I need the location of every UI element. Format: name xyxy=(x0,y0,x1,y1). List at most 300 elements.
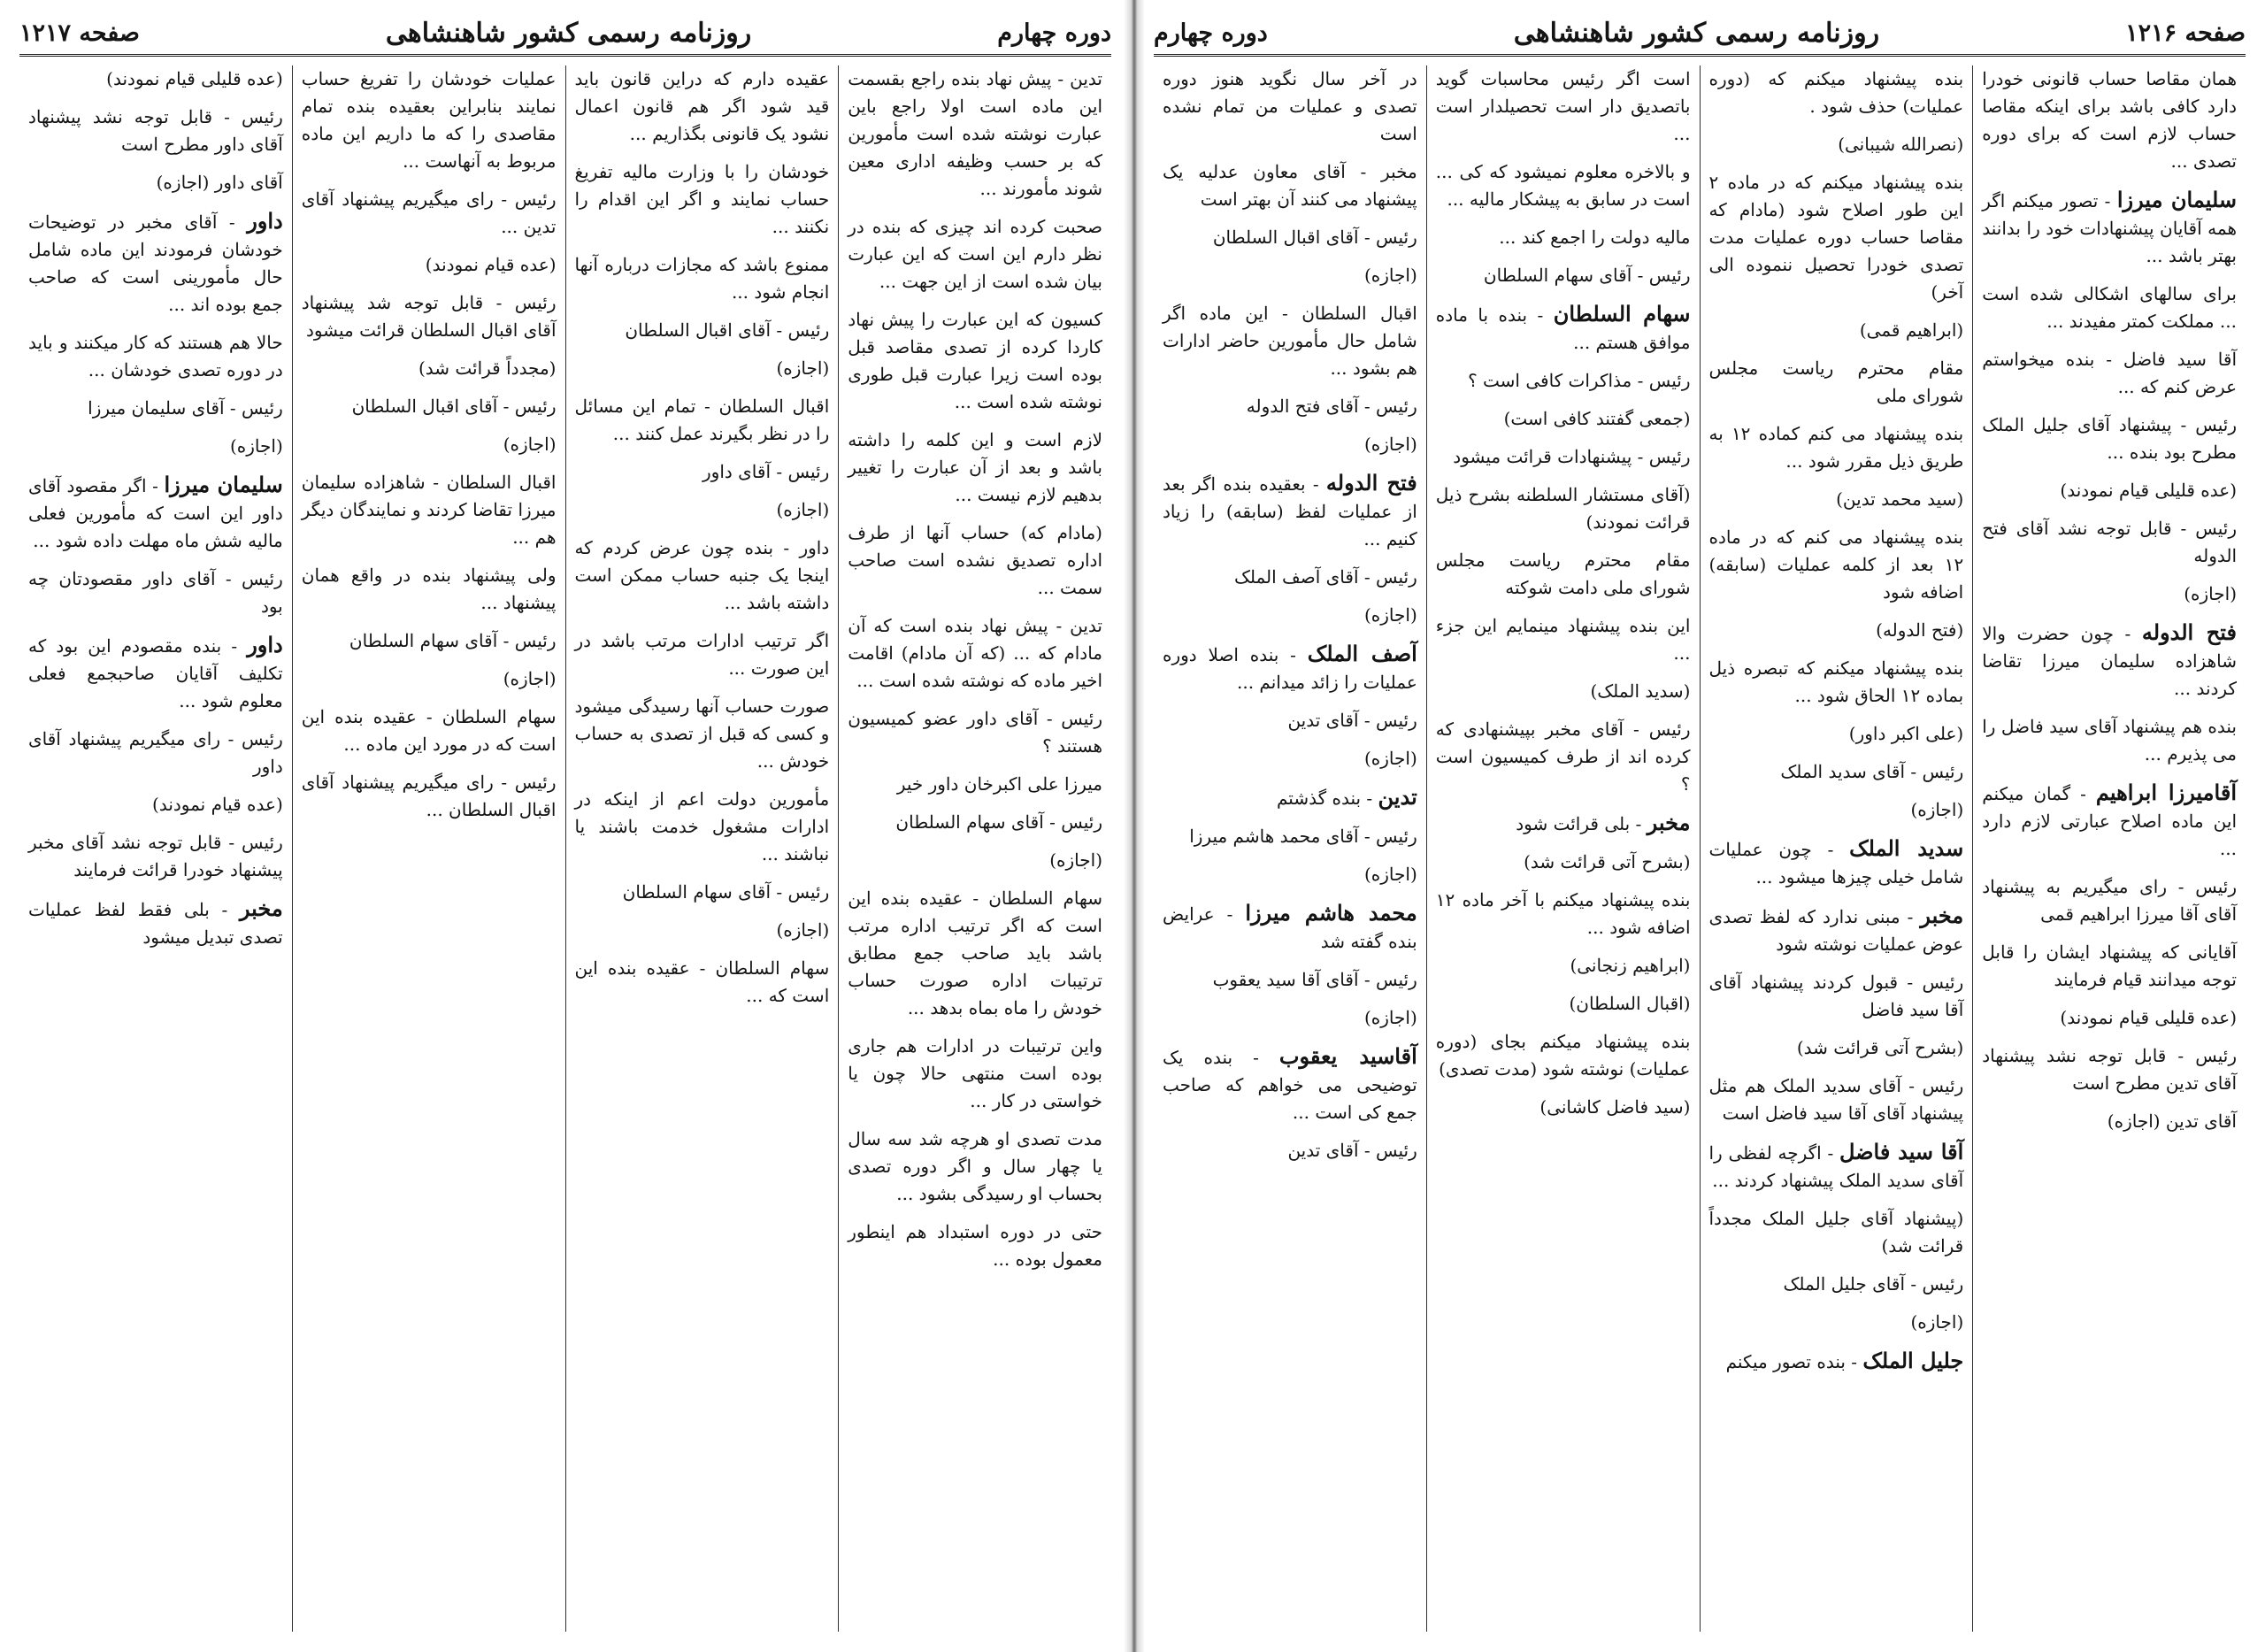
paragraph xyxy=(28,65,283,93)
paragraph xyxy=(1163,861,1417,888)
paragraph-text: - بنده اصلا دوره عملیات را زائد میدانم ... xyxy=(1163,644,1417,693)
paragraph-text: رئیس - آقای داور عضو کمیسیون هستند ؟ xyxy=(848,708,1102,757)
speaker-name: مخبر xyxy=(239,895,283,921)
paragraph-text: (فتح الدوله) xyxy=(1876,619,1964,641)
paragraph xyxy=(1709,524,1964,606)
paragraph xyxy=(1709,796,1964,824)
paragraph xyxy=(1709,1034,1964,1062)
paragraph-text: تدین - پیش نهاد بنده راجع بقسمت این ماده است اولا راجع باین عبارت نوشته شده است مأمورین که بر حسب وظیفه اداری معین شوند مأمورند ... xyxy=(848,68,1102,199)
paragraph xyxy=(1709,902,1964,958)
paragraph xyxy=(848,1126,1102,1208)
paragraph-text: بنده پیشنهاد میکنم که در ماده ۲ این طور اصلاح شود (مادام که مقاصا حساب دوره عملیات مدت تصدی خودرا تحصیل ننموده الی آخر) xyxy=(1708,172,1964,303)
paragraph-text: - عرایض بنده گفته شد xyxy=(1163,903,1417,952)
paragraph xyxy=(28,895,283,951)
paragraph xyxy=(1436,678,1691,705)
paragraph-text: رئیس - آقای آقا سید یعقوب xyxy=(1212,969,1417,990)
paragraph xyxy=(1982,411,2237,466)
text-column xyxy=(1700,65,1973,1632)
text-column xyxy=(1426,65,1700,1632)
paragraph xyxy=(1163,224,1417,251)
paragraph-text: رئیس - آقای تدین xyxy=(1287,1140,1417,1161)
paragraph-text: (جمعی گفتند کافی است) xyxy=(1503,408,1691,429)
paragraph xyxy=(302,769,557,824)
paragraph xyxy=(1163,393,1417,420)
paragraph-text: رئیس - مذاکرات کافی است ؟ xyxy=(1468,370,1691,391)
paragraph xyxy=(1436,158,1691,213)
paragraph xyxy=(848,705,1102,760)
speaker-name: فتح الدوله xyxy=(1325,470,1417,496)
paragraph-text: مدت تصدی او هرچه شد سه سال یا چهار سال و اگر دوره تصدی بحساب او رسیدگی بشود ... xyxy=(848,1128,1102,1204)
paragraph-text: همان مقاصا حساب قانونی خودرا دارد کافی باشد برای اینکه مقاصا حساب لازم است که برای دوره تصدی ... xyxy=(1982,68,2237,172)
paragraph xyxy=(302,289,557,344)
page-right xyxy=(1134,0,2265,1652)
text-columns xyxy=(19,65,1111,1632)
paragraph-text: رئیس - آقای سهام السلطان xyxy=(622,881,830,903)
paragraph xyxy=(848,1033,1102,1115)
speaker-name: محمد هاشم میرزا xyxy=(1245,900,1417,926)
paragraph-text: - مبنی ندارد که لفظ تصدی عوض عملیات نوشته شود xyxy=(1708,906,1964,955)
paragraph-text: (اجازه) xyxy=(229,435,283,457)
paragraph xyxy=(302,469,557,551)
paragraph xyxy=(848,1218,1102,1273)
paragraph xyxy=(1163,469,1417,553)
paragraph-text: اقبال السلطان - این ماده اگر شامل حال مأمورین حاضر ادارات هم بشود ... xyxy=(1163,303,1417,379)
paragraph xyxy=(1709,1271,1964,1298)
paragraph xyxy=(1436,65,1691,148)
paragraph-text: مأمورین دولت اعم از اینکه در ادارات مشغول خدمت باشند یا نباشند ... xyxy=(574,788,830,864)
paragraph-text: رئیس - آقای اقبال السلطان xyxy=(351,396,557,417)
paragraph xyxy=(1982,186,2237,270)
paragraph xyxy=(1709,131,1964,158)
paragraph-text: رئیس - آقای داور xyxy=(703,461,830,482)
paragraph-text: سهام السلطان - عقیده بنده این است که ... xyxy=(574,957,830,1006)
paragraph xyxy=(575,393,830,448)
paragraph-text: - بنده مقصودم این بود که تکلیف آقایان صاحبجمع فعلی معلوم شود ... xyxy=(28,635,283,711)
paragraph xyxy=(1436,990,1691,1018)
speaker-name: مخبر xyxy=(1647,810,1691,835)
paragraph xyxy=(1163,745,1417,772)
paragraph-text: (مجدداً قرائت شد) xyxy=(418,357,557,379)
paragraph xyxy=(1436,443,1691,471)
paragraph xyxy=(1163,707,1417,734)
paragraph xyxy=(302,665,557,693)
paragraph xyxy=(28,565,283,620)
paragraph-text: (عده قیام نمودند) xyxy=(152,794,283,815)
paragraph xyxy=(1709,720,1964,748)
paragraph xyxy=(1709,617,1964,644)
paragraph-text: رئیس - پیشنهاد آقای جلیل الملک مطرح بود بنده ... xyxy=(1982,414,2237,463)
paragraph-text: رئیس - آقای سدید الملک هم مثل پیشنهاد آقای آقا سید فاضل است xyxy=(1708,1075,1964,1124)
paragraph-text: - اگرچه لفظی را آقای سدید الملک پیشنهاد کردند ... xyxy=(1708,1142,1964,1191)
paragraph xyxy=(575,355,830,382)
speaker-name: داور xyxy=(247,208,283,234)
paragraph-text: رئیس - آقای اقبال السلطان xyxy=(625,319,830,341)
paragraph-text: (سید فاضل کاشانی) xyxy=(1539,1096,1691,1118)
paragraph xyxy=(1709,1347,1964,1376)
paragraph xyxy=(1709,317,1964,344)
paragraph xyxy=(1163,564,1417,591)
paragraph-text: تدین - پیش نهاد بنده است که آن مادام که ... (که آن مادام) اقامت اخیر ماده که نوشته شده است ... xyxy=(848,615,1102,691)
paragraph-text: مقام محترم ریاست مجلس شورای ملی دامت شوکته xyxy=(1435,549,1691,598)
paragraph xyxy=(1709,65,1964,120)
paragraph-text: (اجازه) xyxy=(1363,434,1417,455)
paragraph xyxy=(1436,405,1691,433)
speaker-name: آقامیرزا ابراهیم xyxy=(2095,780,2237,805)
paragraph xyxy=(848,847,1102,874)
text-column xyxy=(1972,65,2246,1632)
newspaper-title: روزنامه رسمی کشور شاهنشاهی xyxy=(1513,18,1880,49)
paragraph-text: (عده قلیلی قیام نمودند) xyxy=(2060,480,2237,501)
paragraph xyxy=(1982,346,2237,401)
paragraph xyxy=(848,771,1102,798)
paragraph-text: و بالاخره معلوم نمیشود که کی ... است در سابق به پیشکار مالیه ... xyxy=(1435,161,1691,210)
paragraph xyxy=(575,65,830,148)
speaker-name: فتح الدوله xyxy=(2141,619,2237,645)
paragraph-text: کسیون که این عبارت را پیش نهاد کاردا کرده از تصدی مقاصد قبل بوده است زیرا عبارت قبل طوری نوشته شده است ... xyxy=(848,309,1102,412)
paragraph xyxy=(28,471,283,555)
paragraph xyxy=(1709,1205,1964,1260)
paragraph xyxy=(848,306,1102,416)
paragraph-text: - بلی فقط لفظ عملیات تصدی تبدیل میشود xyxy=(28,899,283,948)
paragraph xyxy=(1163,300,1417,382)
paragraph xyxy=(1163,431,1417,458)
paragraph xyxy=(1436,481,1691,536)
paragraph xyxy=(1709,1309,1964,1336)
paragraph xyxy=(1982,280,2237,335)
paragraph-text: (اجازه) xyxy=(776,919,830,941)
paragraph-text: (مادام که) حساب آنها از طرف اداره تصدیق نشده است صاحب سمت ... xyxy=(848,522,1102,598)
paragraph-text: (اجازه) xyxy=(1363,864,1417,885)
paragraph xyxy=(1163,823,1417,850)
paragraph xyxy=(302,627,557,655)
paragraph xyxy=(302,65,557,175)
page-left xyxy=(0,0,1131,1652)
paragraph xyxy=(1982,65,2237,175)
paragraph xyxy=(28,829,283,884)
paragraph-text: - بلی قرائت شود xyxy=(1516,813,1647,834)
paragraph xyxy=(28,207,283,319)
paragraph-text: بنده پیشنهاد می کنم کماده ۱۲ به طریق ذیل مقرر شود ... xyxy=(1708,423,1964,472)
paragraph xyxy=(1436,612,1691,667)
paragraph xyxy=(1163,1042,1417,1126)
paragraph-text: (اجازه) xyxy=(503,434,557,455)
speaker-name: داور xyxy=(247,632,283,657)
paragraph-text: رئیس - آقای فتح الدوله xyxy=(1246,396,1417,417)
paragraph xyxy=(302,703,557,758)
paragraph xyxy=(1709,834,1964,891)
paragraph-text: (بشرح آتی قرائت شد) xyxy=(1524,851,1691,872)
paragraph-text: حالا هم هستند که کار میکنند و باید در دوره تصدی خودشان ... xyxy=(28,332,283,380)
paragraph-text: صورت حساب آنها رسیدگی میشود و کسی که قبل از تصدی به حساب خودش ... xyxy=(574,695,830,772)
paragraph-text: (ابراهیم زنجانی) xyxy=(1570,955,1691,976)
paragraph-text: اگر ترتیب ادارات مرتب باشد در این صورت ... xyxy=(574,630,830,679)
paragraph-text: (سدید الملک) xyxy=(1590,680,1691,702)
paragraph xyxy=(1163,966,1417,994)
period-label: دوره چهارم xyxy=(997,19,1111,47)
paragraph xyxy=(575,786,830,868)
paragraph xyxy=(1982,713,2237,768)
paragraph-text: (اقبال السلطان) xyxy=(1569,993,1691,1014)
paragraph xyxy=(1436,952,1691,980)
paragraph-text: رئیس - رای میگیریم به پیشنهاد آقای آقا میرزا ابراهیم قمی xyxy=(1982,876,2237,925)
paragraph-text: سهام السلطان - عقیده بنده این است که اگر ترتیب اداره مرتب باشد باید صاحب جمع مطابق ترتیبات اداره صورت حساب خودش را ماه بماه بدهد ... xyxy=(848,887,1102,1018)
paragraph xyxy=(1709,758,1964,786)
paragraph xyxy=(28,395,283,422)
paragraph-text: رئیس - قابل توجه شد پیشنهاد آقای اقبال السلطان قرائت میشود xyxy=(301,292,557,341)
paragraph-text: آقای تدین (اجازه) xyxy=(2107,1110,2237,1132)
paragraph xyxy=(1982,619,2237,703)
paragraph xyxy=(848,809,1102,836)
paragraph-text: (علی اکبر داور) xyxy=(1848,723,1964,744)
paragraph xyxy=(575,534,830,617)
paragraph-text: (پیشنهاد آقای جلیل الملک مجدداً قرائت شد) xyxy=(1708,1208,1964,1256)
paragraph-text: (اجازه) xyxy=(1363,604,1417,626)
paragraph xyxy=(848,213,1102,296)
paragraph-text: - گمان میکنم این ماده اصلاح عبارتی لازم دارد ... xyxy=(1982,783,2237,859)
paragraph-text: بنده هم پیشنهاد آقای سید فاضل را می پذیرم ... xyxy=(1982,716,2237,765)
paragraph-text: رئیس - آقای داور مقصودتان چه بود xyxy=(28,568,283,617)
paragraph-text: (آقای مستشار السلطنه بشرح ذیل قرائت نمودند) xyxy=(1435,484,1691,533)
paragraph xyxy=(1436,262,1691,289)
paragraph xyxy=(575,955,830,1010)
paragraph xyxy=(1982,580,2237,608)
paragraph-text: داور - بنده چون عرض کردم که اینجا یک جنبه حساب ممکن است داشته باشد ... xyxy=(574,537,830,613)
paragraph-text: آقای داور (اجازه) xyxy=(156,172,283,193)
paragraph xyxy=(1436,547,1691,602)
speaker-name: مخبر xyxy=(1920,903,1964,928)
paragraph-text: مقام محترم ریاست مجلس شورای ملی xyxy=(1708,357,1964,406)
paragraph-text: (اجازه) xyxy=(776,499,830,520)
paragraph-text: - بنده تصور میکنم xyxy=(1725,1351,1863,1372)
paragraph xyxy=(1709,1072,1964,1127)
paragraph xyxy=(1436,367,1691,395)
paragraph xyxy=(28,433,283,460)
period-label: دوره چهارم xyxy=(1154,19,1268,47)
newspaper-title: روزنامه رسمی کشور شاهنشاهی xyxy=(385,18,752,49)
paragraph xyxy=(575,251,830,306)
paragraph-text: (عده قیام نمودند) xyxy=(425,254,557,275)
paragraph xyxy=(575,317,830,344)
paragraph-text: رئیس - آقای تدین xyxy=(1287,710,1417,731)
paragraph-text: مالیه دولت را اجمع کند ... xyxy=(1499,227,1691,248)
paragraph-text: رئیس - آقای سهام السلطان xyxy=(895,811,1102,833)
paragraph xyxy=(1982,873,2237,928)
paragraph xyxy=(1982,515,2237,570)
paragraph xyxy=(1709,169,1964,306)
speaker-name: آصف الملک xyxy=(1307,641,1417,666)
paragraph-text: رئیس - رای میگیریم پیشنهاد آقای تدین ... xyxy=(301,188,557,237)
paragraph-text: رئیس - آقای سدید الملک xyxy=(1780,761,1964,782)
paragraph-text: (عده قلیلی قیام نمودند) xyxy=(2060,1007,2237,1028)
paragraph xyxy=(1982,779,2237,863)
paragraph-text: اقبال السلطان - تمام این مسائل را در نظر بگیرند عمل کنند ... xyxy=(574,396,830,444)
paragraph xyxy=(1709,420,1964,475)
paragraph xyxy=(28,104,283,158)
paragraph-text: رئیس - رای میگیریم پیشنهاد آقای داور xyxy=(28,728,283,777)
paragraph-text: میرزا علی اکبرخان داور خیر xyxy=(896,773,1102,795)
page-header xyxy=(19,12,1111,57)
paragraph-text: رئیس - آقای سهام السلطان xyxy=(349,630,557,651)
paragraph xyxy=(302,393,557,420)
speaker-name: تدین xyxy=(1378,784,1417,810)
paragraph-text: مخبر - آقای معاون عدلیه یک پیشنهاد می کنند آن بهتر است xyxy=(1163,161,1417,210)
paragraph-text: (ابراهیم قمی) xyxy=(1859,319,1964,341)
paragraph xyxy=(1436,849,1691,876)
paragraph-text: بنده پیشنهاد میکنم بجای (دوره عملیات) نوشته شود (مدت تصدی) xyxy=(1435,1031,1691,1080)
paragraph xyxy=(1709,969,1964,1024)
paragraph-text: (اجازه) xyxy=(776,357,830,379)
paragraph xyxy=(1163,640,1417,696)
paragraph-text: ولی پیشنهاد بنده در واقع همان پیشنهاد ... xyxy=(301,565,557,613)
paragraph xyxy=(302,562,557,617)
speaker-name: سدید الملک xyxy=(1849,835,1964,861)
paragraph-text: (اجازه) xyxy=(1910,799,1964,820)
paragraph-text: (اجازه) xyxy=(1363,748,1417,769)
paragraph-text: - آقای مخبر در توضیحات خودشان فرمودند این ماده شامل حال مأمورینی است که صاحب جمع بوده اند ... xyxy=(28,211,283,315)
paragraph-text: است اگر رئیس محاسبات گوید باتصدیق دار است تحصیلدار است ... xyxy=(1435,68,1691,144)
speaker-name: آقا سید فاضل xyxy=(1839,1139,1964,1164)
paragraph-text: - بنده گذشتم xyxy=(1276,788,1378,809)
paragraph xyxy=(1436,224,1691,251)
paragraph xyxy=(302,355,557,382)
paragraph xyxy=(1436,887,1691,941)
paragraph xyxy=(28,631,283,715)
paragraph-text: (اجازه) xyxy=(1049,849,1102,871)
speaker-name: آقاسید یعقوب xyxy=(1278,1043,1417,1069)
paragraph xyxy=(302,431,557,458)
speaker-name: سلیمان میرزا xyxy=(2116,187,2238,212)
paragraph xyxy=(28,329,283,384)
paragraph-text: رئیس - آقای جلیل الملک xyxy=(1783,1273,1964,1295)
paragraph-text: (نصرالله شیبانی) xyxy=(1838,134,1964,155)
text-column xyxy=(565,65,839,1632)
paragraph xyxy=(575,879,830,906)
paragraph xyxy=(1163,899,1417,956)
paragraph xyxy=(1982,477,2237,504)
paragraph-text: رئیس - آقای اقبال السلطان xyxy=(1212,227,1417,248)
text-columns xyxy=(1154,65,2246,1632)
paragraph-text: لازم است و این کلمه را داشته باشد و بعد از آن عبارت را تغییر بدهیم لازم نیست ... xyxy=(848,429,1102,505)
paragraph-text: (اجازه) xyxy=(1910,1311,1964,1333)
paragraph-text: آقا سید فاضل - بنده میخواستم عرض کنم که ... xyxy=(1982,349,2237,397)
paragraph xyxy=(1163,158,1417,213)
speaker-name: سلیمان میرزا xyxy=(164,472,283,497)
paragraph xyxy=(28,791,283,818)
paragraph-text: سهام السلطان - عقیده بنده این است که در مورد این ماده ... xyxy=(301,706,557,755)
paragraph-text: عقیده دارم که دراین قانون باید قید شود اگر هم قانون اعمال نشود یک قانونی بگذاریم ... xyxy=(574,68,830,144)
paragraph xyxy=(1709,486,1964,513)
paragraph xyxy=(1163,602,1417,629)
paragraph xyxy=(848,65,1102,203)
paragraph xyxy=(1709,655,1964,710)
paragraph-text: این بنده پیشنهاد مینمایم این جزء ... xyxy=(1435,615,1691,664)
paragraph-text: رئیس - رای میگیریم پیشنهاد آقای اقبال السلطان ... xyxy=(301,772,557,820)
paragraph xyxy=(1436,716,1691,798)
paragraph xyxy=(28,169,283,196)
paragraph xyxy=(1163,783,1417,812)
paragraph xyxy=(848,885,1102,1022)
paragraph-text: - بعقیده بنده اگر بعد از عملیات لفظ (سابقه) را زیاد کنیم ... xyxy=(1163,473,1417,549)
paragraph xyxy=(848,426,1102,509)
paragraph-text: (عده قلیلی قیام نمودند) xyxy=(106,68,283,89)
paragraph xyxy=(1982,939,2237,994)
paragraph xyxy=(1163,1137,1417,1164)
paragraph-text: رئیس - آقای آصف الملک xyxy=(1233,566,1417,588)
paragraph xyxy=(575,627,830,682)
paragraph-text: (بشرح آتی قرائت شد) xyxy=(1796,1037,1964,1058)
text-column xyxy=(292,65,565,1632)
paragraph-text: آقایانی که پیشنهاد ایشان را قابل توجه میدانند قیام فرمایند xyxy=(1982,941,2237,990)
page-header xyxy=(1154,12,2246,57)
paragraph-text: - چون حضرت والا شاهزاده سلیمان میرزا تقاضا کردند ... xyxy=(1982,623,2237,699)
text-column xyxy=(19,65,292,1632)
paragraph-text: (اجازه) xyxy=(1363,265,1417,286)
paragraph-text: رئیس - آقای سهام السلطان xyxy=(1483,265,1691,286)
paragraph xyxy=(1436,809,1691,838)
paragraph xyxy=(1163,262,1417,289)
paragraph-text: رئیس - قابل توجه نشد آقای مخبر پیشنهاد خودرا قرائت فرمایند xyxy=(28,832,283,880)
paragraph xyxy=(1436,300,1691,357)
paragraph xyxy=(575,917,830,944)
paragraph-text: ممنوع باشد که مجازات درباره آنها انجام شود ... xyxy=(574,254,830,303)
text-column xyxy=(1154,65,1426,1632)
page-number: صفحه ۱۲۱۷ xyxy=(19,19,140,47)
paragraph-text: (اجازه) xyxy=(503,668,557,689)
paragraph-text: بنده پیشنهاد میکنم با آخر ماده ۱۲ اضافه شود ... xyxy=(1435,889,1691,938)
paragraph xyxy=(848,612,1102,695)
paragraph-text: - تصور میکنم اگر همه آقایان پیشنهادات خود را بدانند بهتر باشد ... xyxy=(1982,190,2237,266)
paragraph-text: بنده پیشنهاد میکنم که تبصره ذیل بماده ۱۲ الحاق شود ... xyxy=(1708,657,1964,706)
paragraph xyxy=(1982,1042,2237,1097)
paragraph-text: - چون عملیات شامل خیلی چیزها میشود ... xyxy=(1708,839,1964,887)
text-column xyxy=(838,65,1111,1632)
paragraph xyxy=(848,519,1102,602)
paragraph xyxy=(575,158,830,241)
speaker-name: سهام السلطان xyxy=(1553,301,1691,327)
paragraph xyxy=(1163,65,1417,148)
paragraph xyxy=(302,251,557,279)
paragraph xyxy=(1709,1138,1964,1195)
paragraph-text: رئیس - قابل توجه نشد پیشنهاد آقای تدین مطرح است xyxy=(1982,1045,2237,1094)
paragraph-text: بنده پیشنهاد می کنم که در ماده ۱۲ بعد از کلمه عملیات (سابقه) اضافه شود xyxy=(1708,526,1964,603)
paragraph xyxy=(575,496,830,524)
paragraph-text: بنده پیشنهاد میکنم که (دوره عملیات) حذف شود . xyxy=(1708,68,1964,117)
paragraph-text: رئیس - آقای محمد هاشم میرزا xyxy=(1189,826,1417,847)
paragraph-text: (اجازه) xyxy=(1363,1007,1417,1028)
paragraph xyxy=(1163,1004,1417,1032)
paragraph-text: رئیس - قبول کردند پیشنهاد آقای آقا سید فاضل xyxy=(1708,972,1964,1020)
paragraph-text: برای سالهای اشکالی شده است ... مملکت کمتر مفیدند ... xyxy=(1982,283,2237,332)
paragraph-text: - اگر مقصود آقای داور این است که مأمورین فعلی مالیه شش ماه مهلت داده شود ... xyxy=(28,475,283,551)
paragraph xyxy=(575,458,830,486)
paragraph-text: اقبال السلطان - شاهزاده سلیمان میرزا تقاضا کردند و نمایندگان دیگر هم ... xyxy=(301,472,557,548)
paragraph-text: رئیس - قابل توجه نشد آقای فتح الدوله xyxy=(1982,518,2237,566)
page-number: صفحه ۱۲۱۶ xyxy=(2125,19,2246,47)
paragraph-text: - بنده یک توضیحی می خواهم که صاحب جمع کی است ... xyxy=(1163,1047,1417,1123)
paragraph xyxy=(1982,1108,2237,1135)
paragraph xyxy=(1436,1094,1691,1121)
paragraph xyxy=(1436,1028,1691,1083)
paragraph-text: - بنده با ماده موافق هستم ... xyxy=(1435,304,1691,353)
paragraph xyxy=(1982,1004,2237,1032)
paragraph-text: رئیس - پیشنهادات قرائت میشود xyxy=(1453,446,1691,467)
paragraph xyxy=(28,726,283,780)
speaker-name: جلیل الملک xyxy=(1862,1348,1964,1373)
paragraph-text: صحبت کرده اند چیزی که بنده در نظر دارم این است که این عبارت بیان شده است از این جهت ... xyxy=(848,216,1102,292)
paragraph-text: (سید محمد تدین) xyxy=(1836,488,1964,510)
paragraph-text: عملیات خودشان را تفریغ حساب نمایند بنابراین بعقیده بنده تمام مقاصدی را که ما داریم این ماده مربوط به آنهاست ... xyxy=(301,68,557,172)
paragraph-text: واین ترتیبات در ادارات هم جاری بوده است منتهی حالا چون یا خواستی در کار ... xyxy=(848,1035,1102,1111)
